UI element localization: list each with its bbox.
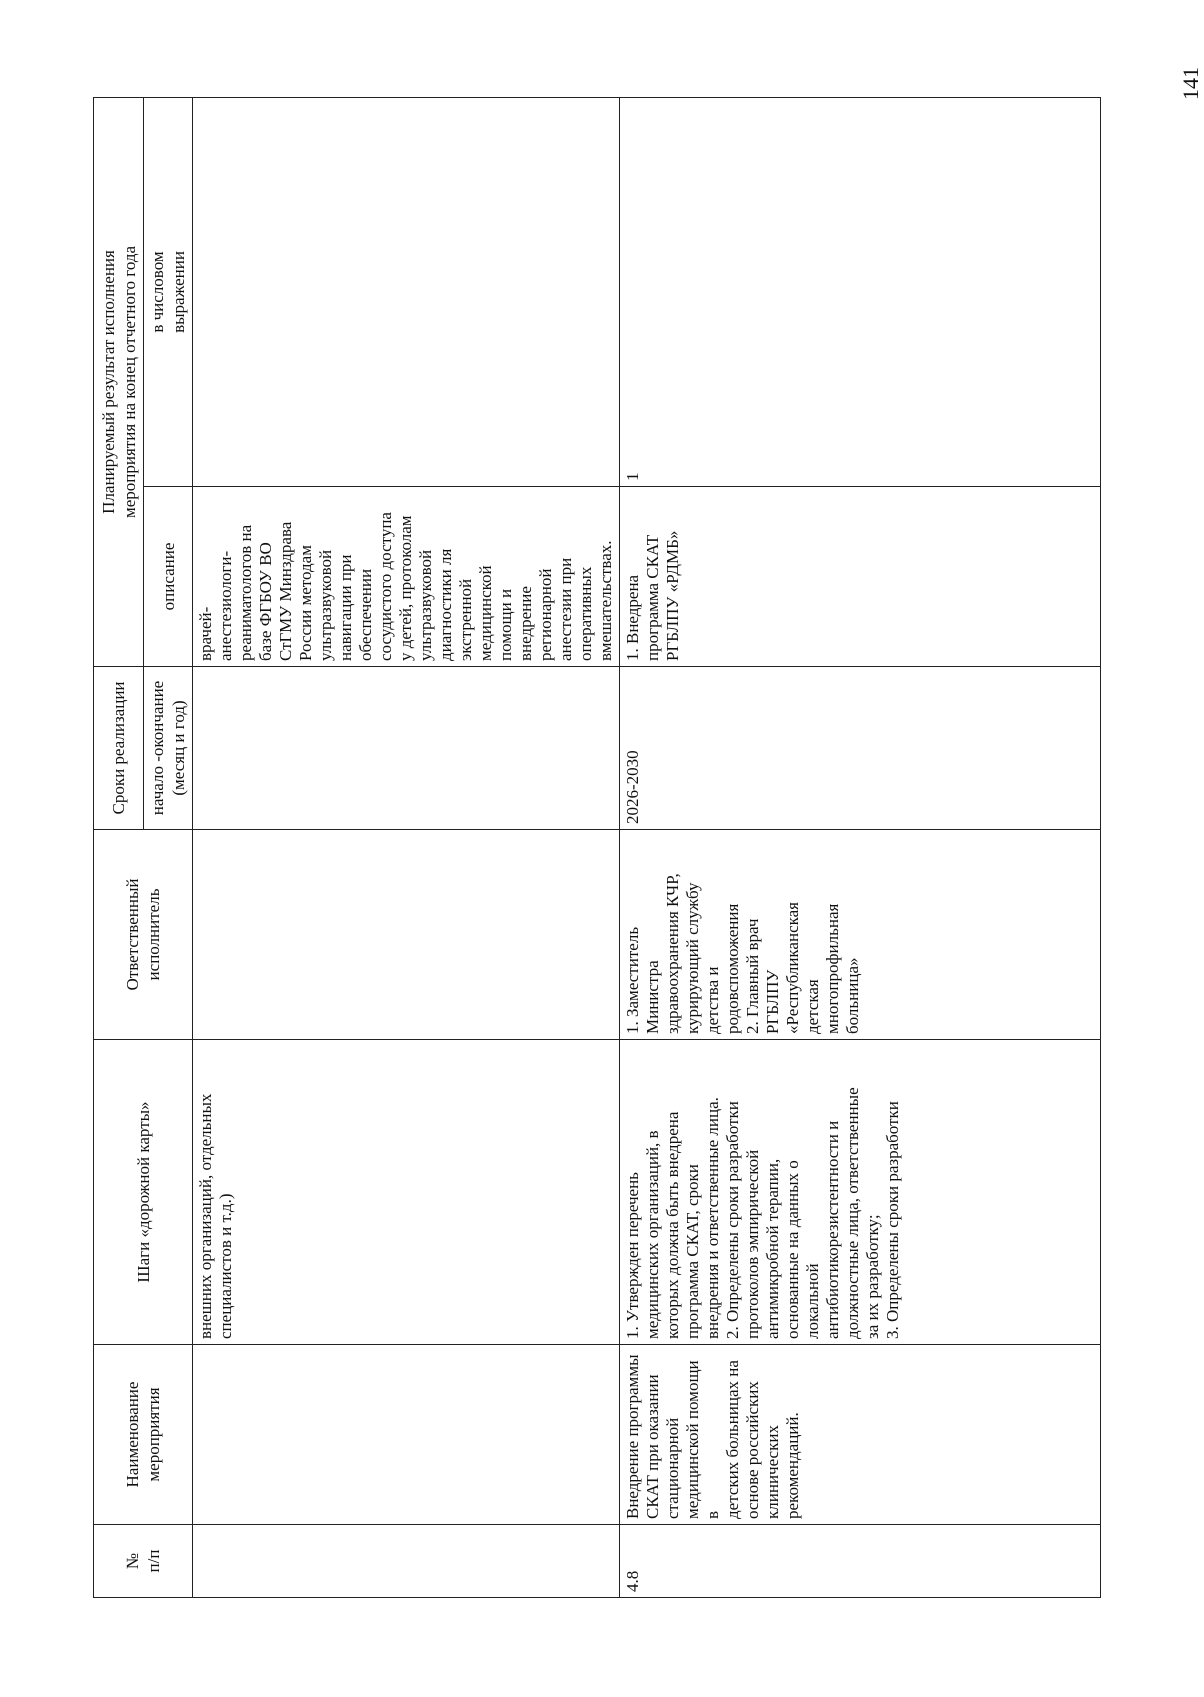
row-result-num	[193, 97, 620, 486]
row-result-num: 1	[620, 97, 1101, 486]
row-name	[193, 1345, 620, 1525]
table-row	[620, 97, 1101, 1597]
row-steps: 1. Утвержден перечень медицинских организаций, в которых должна быть внедрена программа СКАТ, сроки внедрения и ответственные лица. 2. Определены сроки разработки протоколов эмпирической антимикробной терапии, основанные на данных о локальной антибиотикорезистентности и должностные лица, ответственные за их разработку; 3. Определены сроки разработки	[620, 1040, 1101, 1345]
row-num: 4.8	[620, 1525, 1101, 1598]
header-timing-sub: начало -окончание (месяц и год)	[144, 667, 193, 830]
row-responsible	[193, 830, 620, 1040]
header-name: Наименование мероприятия	[94, 1345, 193, 1525]
row-timing: 2026-2030	[620, 667, 1101, 830]
table-row	[193, 97, 620, 1597]
header-result: Планируемый результат исполнения мероприятия на конец отчетного года	[94, 97, 144, 666]
row-responsible: 1. Заместитель Министра здравоохранения КЧР, курирующий службу детства и родовспоможения 2. Главный врач РГБЛПУ «Республиканская детская многопрофильная больница»	[620, 830, 1101, 1040]
roadmap-table	[93, 97, 1101, 1598]
header-timing: Сроки реализации	[94, 667, 144, 830]
row-name: Внедрение программы СКАТ при оказании стационарной медицинской помощи в детских больницах на основе российских клинических рекомендаций.	[620, 1345, 1101, 1525]
header-steps: Шаги «дорожной карты»	[94, 1040, 193, 1345]
header-result-desc: описание	[144, 487, 193, 667]
row-timing	[193, 667, 620, 830]
page-number: 141	[1178, 67, 1203, 100]
header-num: № п/п	[94, 1525, 193, 1598]
header-responsible: Ответственный исполнитель	[94, 830, 193, 1040]
row-num	[193, 1525, 620, 1598]
row-steps: внешних организаций, отдельных специалистов и т.д.)	[193, 1040, 620, 1345]
header-result-num: в числовом выражении	[144, 97, 193, 486]
row-result-desc: врачей- анестезиологи- реаниматологов на базе ФГБОУ ВО СтГМУ Минздрава России методам ультразвуковой навигации при обеспечении сосудистого доступа у детей, протоколам ультразвуковой диагностики ля экстренной медицинской помощи и внедрение регионарной анестезии при оперативных вмешательствах.	[193, 487, 620, 667]
row-result-desc: 1. Внедрена программа СКАТ РГБЛПУ «РДМБ»	[620, 487, 1101, 667]
rotated-table-container	[93, 98, 1101, 1598]
